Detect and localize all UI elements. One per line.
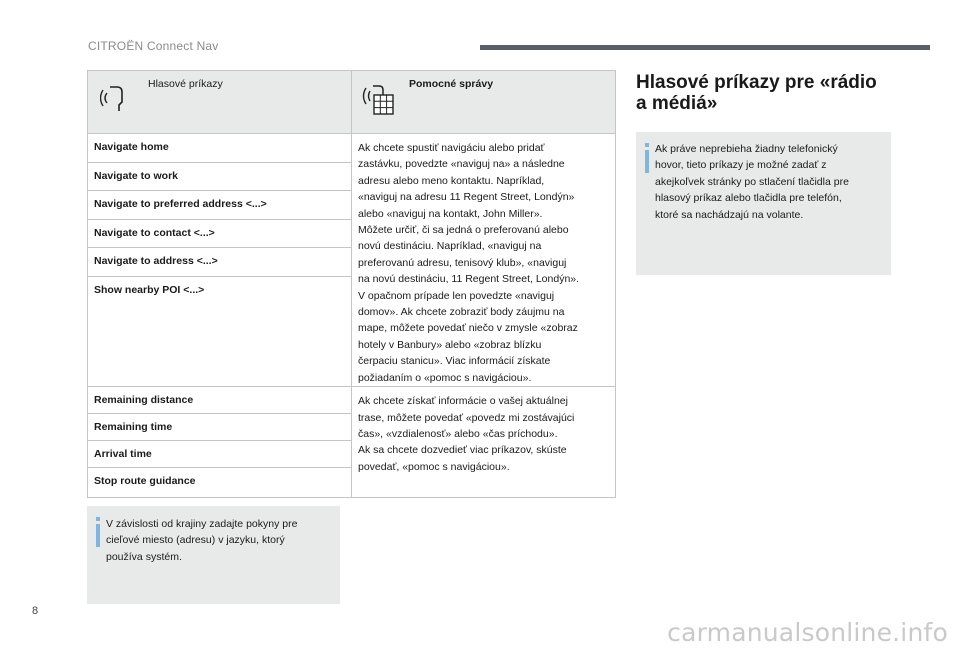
note-line: hlasový príkaz alebo tlačidla pre telefón, (655, 192, 842, 205)
help-line: povedať, «pomoc s navigáciou». (358, 460, 510, 473)
page-number: 8 (32, 605, 39, 617)
table-row (88, 134, 616, 163)
column-header-help-label: Pomocné správy (409, 78, 494, 90)
help-line: V opačnom prípade len povedzte «naviguj (358, 289, 555, 302)
note-line: ktoré sa nachádzajú na volante. (655, 208, 804, 221)
help-line: Ak chcete získať informácie o vašej aktuálnej (358, 395, 568, 408)
voice-command-hand-icon (100, 82, 130, 117)
note-text (655, 141, 849, 223)
note-line: hovor, tieto príkazy je možné zadať z (655, 159, 827, 172)
help-line: zastávku, povedzte «naviguj na» a následne (358, 158, 565, 171)
note-box-radio-media (636, 132, 891, 275)
column-header-commands-label: Hlasové príkazy (148, 78, 223, 90)
note-line: V závislosti od krajiny zadajte pokyny pre (106, 518, 298, 530)
help-line: Ak sa chcete dozvedieť viac príkazov, skúste (358, 444, 567, 457)
help-line: Ak chcete spustiť navigáciu alebo pridať (358, 142, 545, 154)
section-title-line: Hlasové príkazy pre «rádio (636, 72, 877, 93)
info-icon (645, 150, 649, 173)
help-line: čas», «vzdialenosť» alebo «čas príchodu». (358, 427, 558, 440)
section-title-line: a médiá» (636, 93, 718, 114)
watermark: carmanualsonline.info (667, 618, 948, 647)
note-line: akejkoľvek stránky po stlačení tlačidla pre (655, 175, 849, 188)
help-cell-navigation (352, 134, 616, 387)
command-cell: Remaining time (88, 414, 352, 441)
help-line: alebo «naviguj na kontakt, John Miller». (358, 207, 543, 220)
voice-commands-table (87, 70, 616, 498)
table-header-row (88, 71, 616, 134)
section-title (636, 72, 877, 114)
header-bar (480, 45, 930, 50)
command-cell: Navigate to work (88, 162, 352, 191)
note-line: cieľové miesto (adresu) v jazyku, ktorý (106, 534, 285, 547)
command-cell: Navigate to address <...> (88, 248, 352, 277)
help-line: trase, môžete povedať «povedz mi zostávajúci (358, 411, 575, 424)
note-text (106, 516, 297, 565)
help-line: požiadaním o «pomoc s navigáciou». (358, 371, 532, 384)
help-line: novú destináciu. Napríklad, «naviguj na (358, 240, 542, 253)
help-line: mape, môžete povedať niečo v zmysle «zobraz (358, 322, 578, 335)
column-header-commands (88, 71, 352, 134)
command-cell: Navigate to contact <...> (88, 219, 352, 248)
command-cell: Stop route guidance (88, 468, 352, 498)
help-line: «naviguj na adresu 11 Regent Street, Londýn» (358, 191, 575, 204)
help-line: Môžete určiť, či sa jedná o preferovanú alebo (358, 224, 569, 237)
table-row (88, 387, 616, 414)
note-line: používa systém. (106, 550, 182, 563)
help-line: čerpaciu stanicu». Viac informácií získate (358, 355, 551, 368)
command-cell: Arrival time (88, 441, 352, 468)
help-line: preferovanú adresu, tenisový klub», «naviguj (358, 256, 567, 269)
voice-help-keypad-icon (360, 82, 396, 119)
command-cell: Remaining distance (88, 387, 352, 414)
command-cell: Navigate home (88, 134, 352, 163)
help-line: hotely v Banbury» alebo «zobraz blízku (358, 338, 542, 351)
info-icon (96, 524, 100, 547)
command-cell: Show nearby POI <...> (88, 276, 352, 386)
help-line: adresu alebo meno kontaktu. Napríklad, (358, 174, 545, 187)
note-line: Ak práve neprebieha žiadny telefonický (655, 143, 838, 155)
column-header-help (352, 71, 616, 134)
help-line: na novú destináciu, 11 Regent Street, Londýn». (358, 273, 580, 286)
header-title: CITROËN Connect Nav (88, 39, 219, 53)
note-box-language (87, 506, 340, 604)
help-line: domov». Ak chcete zobraziť body záujmu na (358, 306, 565, 319)
command-cell: Navigate to preferred address <...> (88, 191, 352, 220)
help-cell-route-info (352, 387, 616, 498)
